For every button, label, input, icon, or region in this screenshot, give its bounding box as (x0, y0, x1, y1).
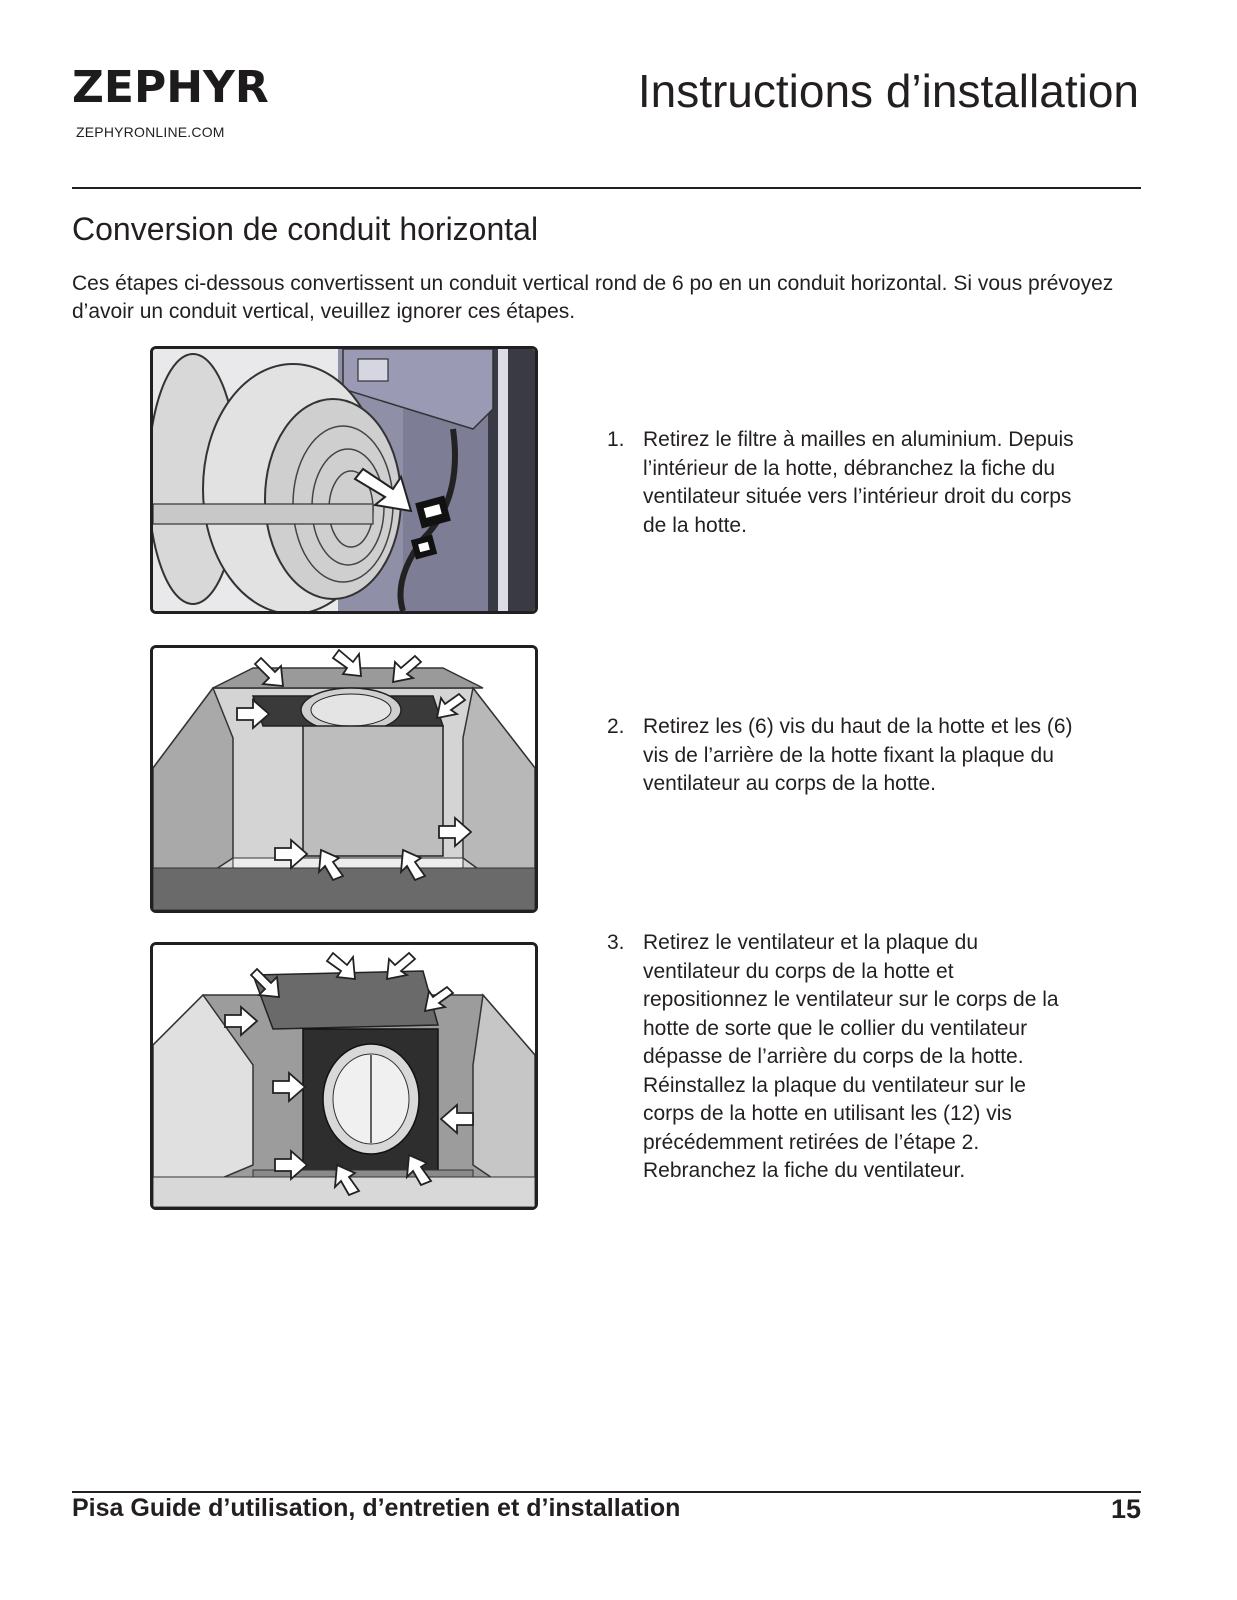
step-1-number: 1. (607, 428, 625, 451)
step-2 (607, 713, 1077, 799)
page-number: 15 (1110, 1494, 1141, 1524)
section-title: Conversion de conduit horizontal (72, 211, 539, 247)
step-2-text: Retirez les (6) vis du haut de la hotte et les (6) vis de l’arrière de la hotte fixant la plaque du ventilateur au corps de la hotte. (643, 715, 1073, 795)
step-1-illustration (150, 346, 538, 614)
footer-divider (72, 1491, 1141, 1493)
intro-paragraph: Ces étapes ci-dessous convertissent un conduit vertical rond de 6 po en un conduit horizontal. Si vous prévoyez d’avoir un conduit vertical, veuillez ignorer ces étapes. (72, 272, 1114, 323)
header-divider (72, 187, 1141, 189)
step-3-number: 3. (607, 931, 625, 954)
step-1-text: Retirez le filtre à mailles en aluminium. Depuis l’intérieur de la hotte, débranchez la fiche du ventilateur située vers l’intérieur droit du corps de la hotte. (643, 428, 1074, 537)
step-3-illustration (150, 942, 538, 1210)
page-title: Instructions d’installation (637, 65, 1139, 117)
step-1 (607, 426, 1077, 540)
step-3-text: Retirez le ventilateur et la plaque du ventilateur du corps de la hotte et repositionnez le ventilateur sur le corps de la hotte de sorte que le collier du ventilateur dépasse de l’arrière du corps de la hotte. Réinstallez la plaque du ventilateur sur le corps de la hotte en utilisant les (12) vis précédemment retirées de l’étape 2. Rebranchez la fiche du ventilateur. (643, 931, 1059, 1182)
zephyr-logo: ZEPHYR (72, 62, 269, 113)
website-url: ZEPHYRONLINE.COM (76, 124, 225, 140)
step-2-number: 2. (607, 715, 625, 738)
footer-guide-title: Pisa Guide d’utilisation, d’entretien et d’installation (72, 1494, 681, 1522)
step-2-illustration (150, 645, 538, 913)
step-3 (607, 929, 1077, 1186)
